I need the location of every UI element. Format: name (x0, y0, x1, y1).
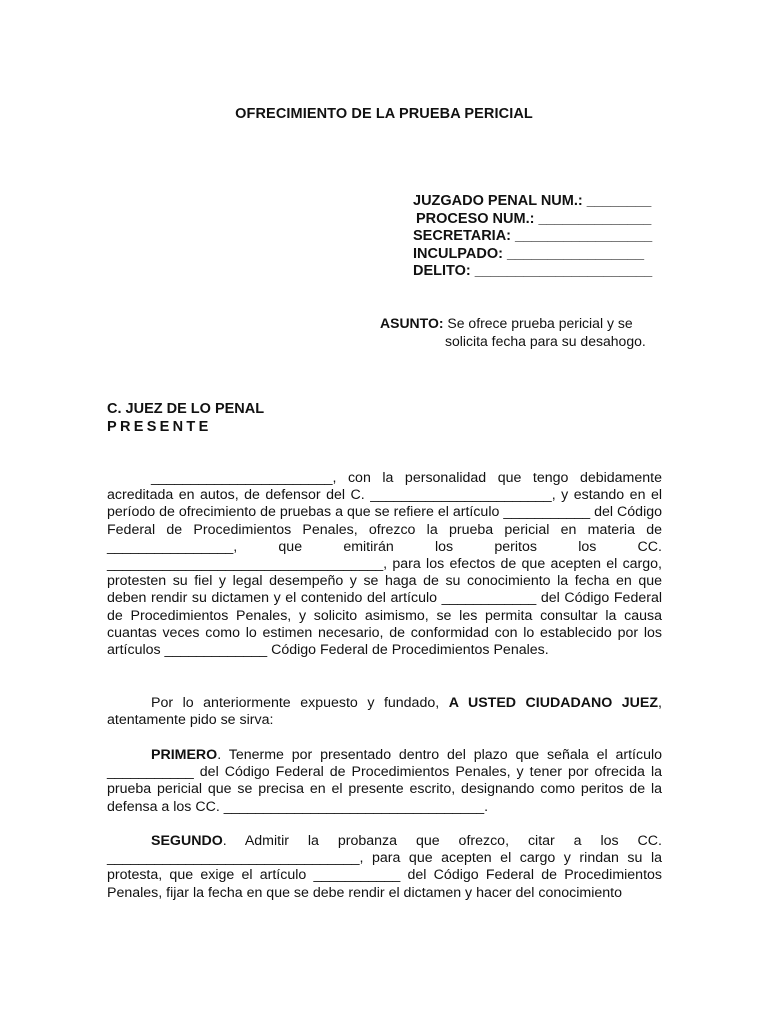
asunto-label: ASUNTO: (380, 315, 444, 331)
paragraph-2-text (107, 695, 662, 729)
addressee-line1: C. JUEZ DE LO PENAL (107, 401, 265, 417)
primero-text: . Tenerme por presentado dentro del plazo que señala el artículo ___________ del Código Federal de Procedimientos Penales, y tener por ofrecida la prueba pericial que se precisa en el presente escrito, designando como peritos de la defensa a los CC. _________________________________. (107, 747, 662, 815)
paragraph-2-end: , atentamente pido se sirva: (107, 695, 662, 729)
primero-label: PRIMERO (151, 747, 218, 763)
asunto-line2: solicita fecha para su desahogo. (445, 333, 646, 349)
inculpado-line: INCULPADO: _________________ (413, 245, 645, 262)
paragraph-primero (107, 747, 662, 816)
paragraph-2-start: Por lo anteriormente expuesto y fundado, (151, 695, 449, 711)
delito-line: DELITO: ______________________ (413, 263, 653, 279)
segundo-text: . Admitir la probanza que ofrezco, citar a los CC. ________________________________, para que acepten el cargo y rindan su la protesta, que exige el artículo ___________ del Código Federal de Procedimientos Penales, fijar la fecha en que se debe rendir el dictamen y hacer del conocimiento (107, 833, 662, 901)
secretaria-line: SECRETARIA: _________________ (413, 228, 653, 244)
paragraph-segundo (107, 833, 662, 902)
case-header (413, 193, 652, 281)
paragraph-segundo-text (107, 833, 662, 902)
paragraph-1 (107, 470, 662, 659)
document-title: OFRECIMIENTO DE LA PRUEBA PERICIAL (235, 106, 533, 122)
proceso-line: PROCESO NUM.: ______________ (416, 210, 652, 227)
addressee-line2: PRESENTE (107, 418, 212, 435)
paragraph-2-bold: A USTED CIUDADANO JUEZ (448, 695, 659, 711)
addressee-block (107, 401, 264, 436)
asunto-line1: Se ofrece prueba pericial y se (443, 315, 633, 331)
paragraph-1-text: _______________________, con la personalidad que tengo debidamente acreditada en autos, de defensor del C. _______________________, y estando en el período de ofrecimiento de pruebas a que se refiere el artículo ___________ del Código Federal de Procedimientos Penales, ofrezco la prueba pericial en materia de ________________, que emitirán los peritos los CC. ___________________________________, para los efectos de que acepten el cargo, protesten su fiel y legal desempeño y se haga de su conocimiento la fecha en que deben rendir su dictamen y el contenido del artículo ____________ del Código Federal de Procedimientos Penales, y solicito asimismo, se les permita consultar la causa cuantas veces como lo estimen necesario, de conformidad con lo establecido por los artículos _____________ Código Federal de Procedimientos Penales. (107, 470, 662, 659)
asunto-block (380, 314, 670, 350)
paragraph-primero-text (107, 747, 662, 816)
juzgado-line: JUZGADO PENAL NUM.: ________ (413, 193, 652, 209)
segundo-label: SEGUNDO (151, 833, 223, 849)
paragraph-2 (107, 695, 662, 729)
